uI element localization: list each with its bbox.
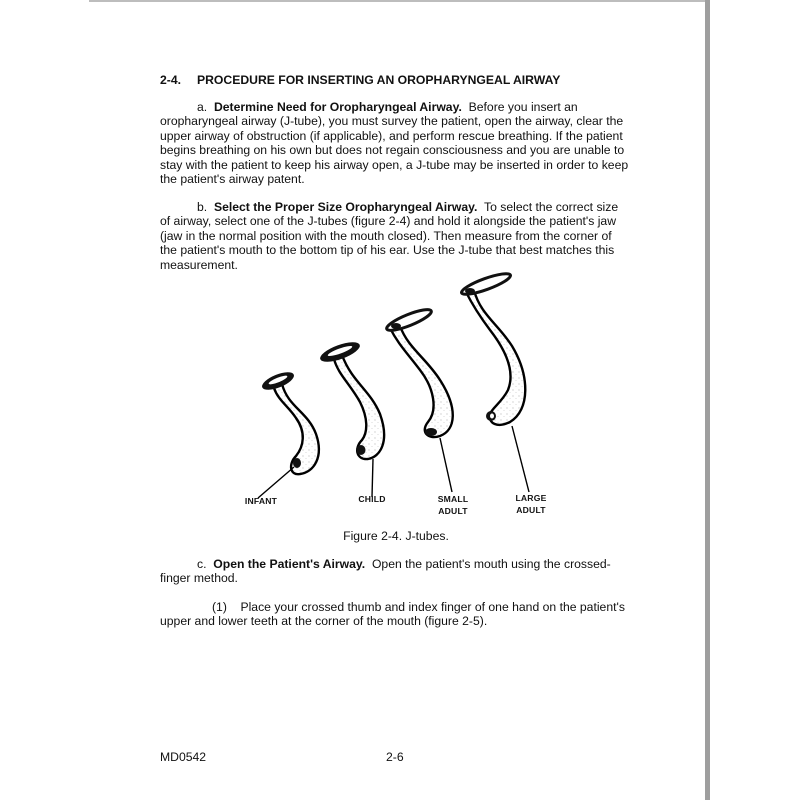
paragraph-title: Select the Proper Size Oropharyngeal Airway. (213, 200, 478, 214)
paragraph-marker: c. (197, 557, 207, 571)
paragraph-title: Open the Patient's Airway. (213, 557, 366, 571)
label-child: CHILD (358, 494, 386, 504)
figure-j-tubes (230, 262, 570, 522)
small-adult-j-tube (385, 306, 453, 492)
paragraph-body: Open the patient's mouth using the crossed-finger method. (160, 557, 611, 586)
label-small-adult: SMALL ADULT (437, 494, 469, 516)
infant-j-tube (258, 369, 319, 498)
section-heading (160, 73, 560, 87)
paragraph-marker: b. (197, 200, 208, 214)
paragraph-title: Determine Need for Oropharyngeal Airway. (213, 100, 462, 114)
large-adult-j-tube (460, 270, 529, 492)
paragraph-a (160, 100, 630, 186)
j-tubes-illustration (230, 262, 570, 522)
sub-paragraph-1 (160, 600, 630, 629)
child-j-tube (318, 338, 384, 497)
page-edge-shadow (705, 0, 710, 800)
footer-doc-id: MD0542 (160, 750, 207, 764)
paragraph-marker: a. (197, 100, 208, 114)
section-title: PROCEDURE FOR INSERTING AN OROPHARYNGEAL AIRWAY (197, 73, 561, 87)
paragraph-body: Before you insert an oropharyngeal airway (J-tube), you must survey the patient, open the airway, clear the upper airway of obstruction (if applicable), and perform rescue breathing. If the patient begins breathing on his own but does not regain consciousness and you are unable to stay with the patient to keep his airway open, a J-tube may be inserted in order to keep the patient's airway patent. (160, 100, 629, 187)
paragraph-c (160, 557, 630, 586)
sub-paragraph-body: Place your crossed thumb and index finger of one hand on the patient's upper and lower teeth at the corner of the mouth (figure 2-5). (160, 600, 625, 629)
sub-paragraph-marker: (1) (212, 600, 227, 614)
figure-caption: Figure 2-4. J-tubes. (343, 529, 449, 543)
section-number: 2-4. (160, 73, 182, 87)
paragraph-body: To select the correct size of airway, select one of the J-tubes (figure 2-4) and hold it alongside the patient's jaw (jaw in the normal position with the mouth closed). Then measure from the corner of the patient's mouth to the bottom tip of his ear. Use the J-tube that best matches this measurement. (160, 200, 619, 272)
footer-page-number: 2-6 (386, 750, 404, 764)
label-infant: INFANT (244, 496, 278, 506)
label-large-adult: LARGE ADULT (515, 493, 547, 515)
